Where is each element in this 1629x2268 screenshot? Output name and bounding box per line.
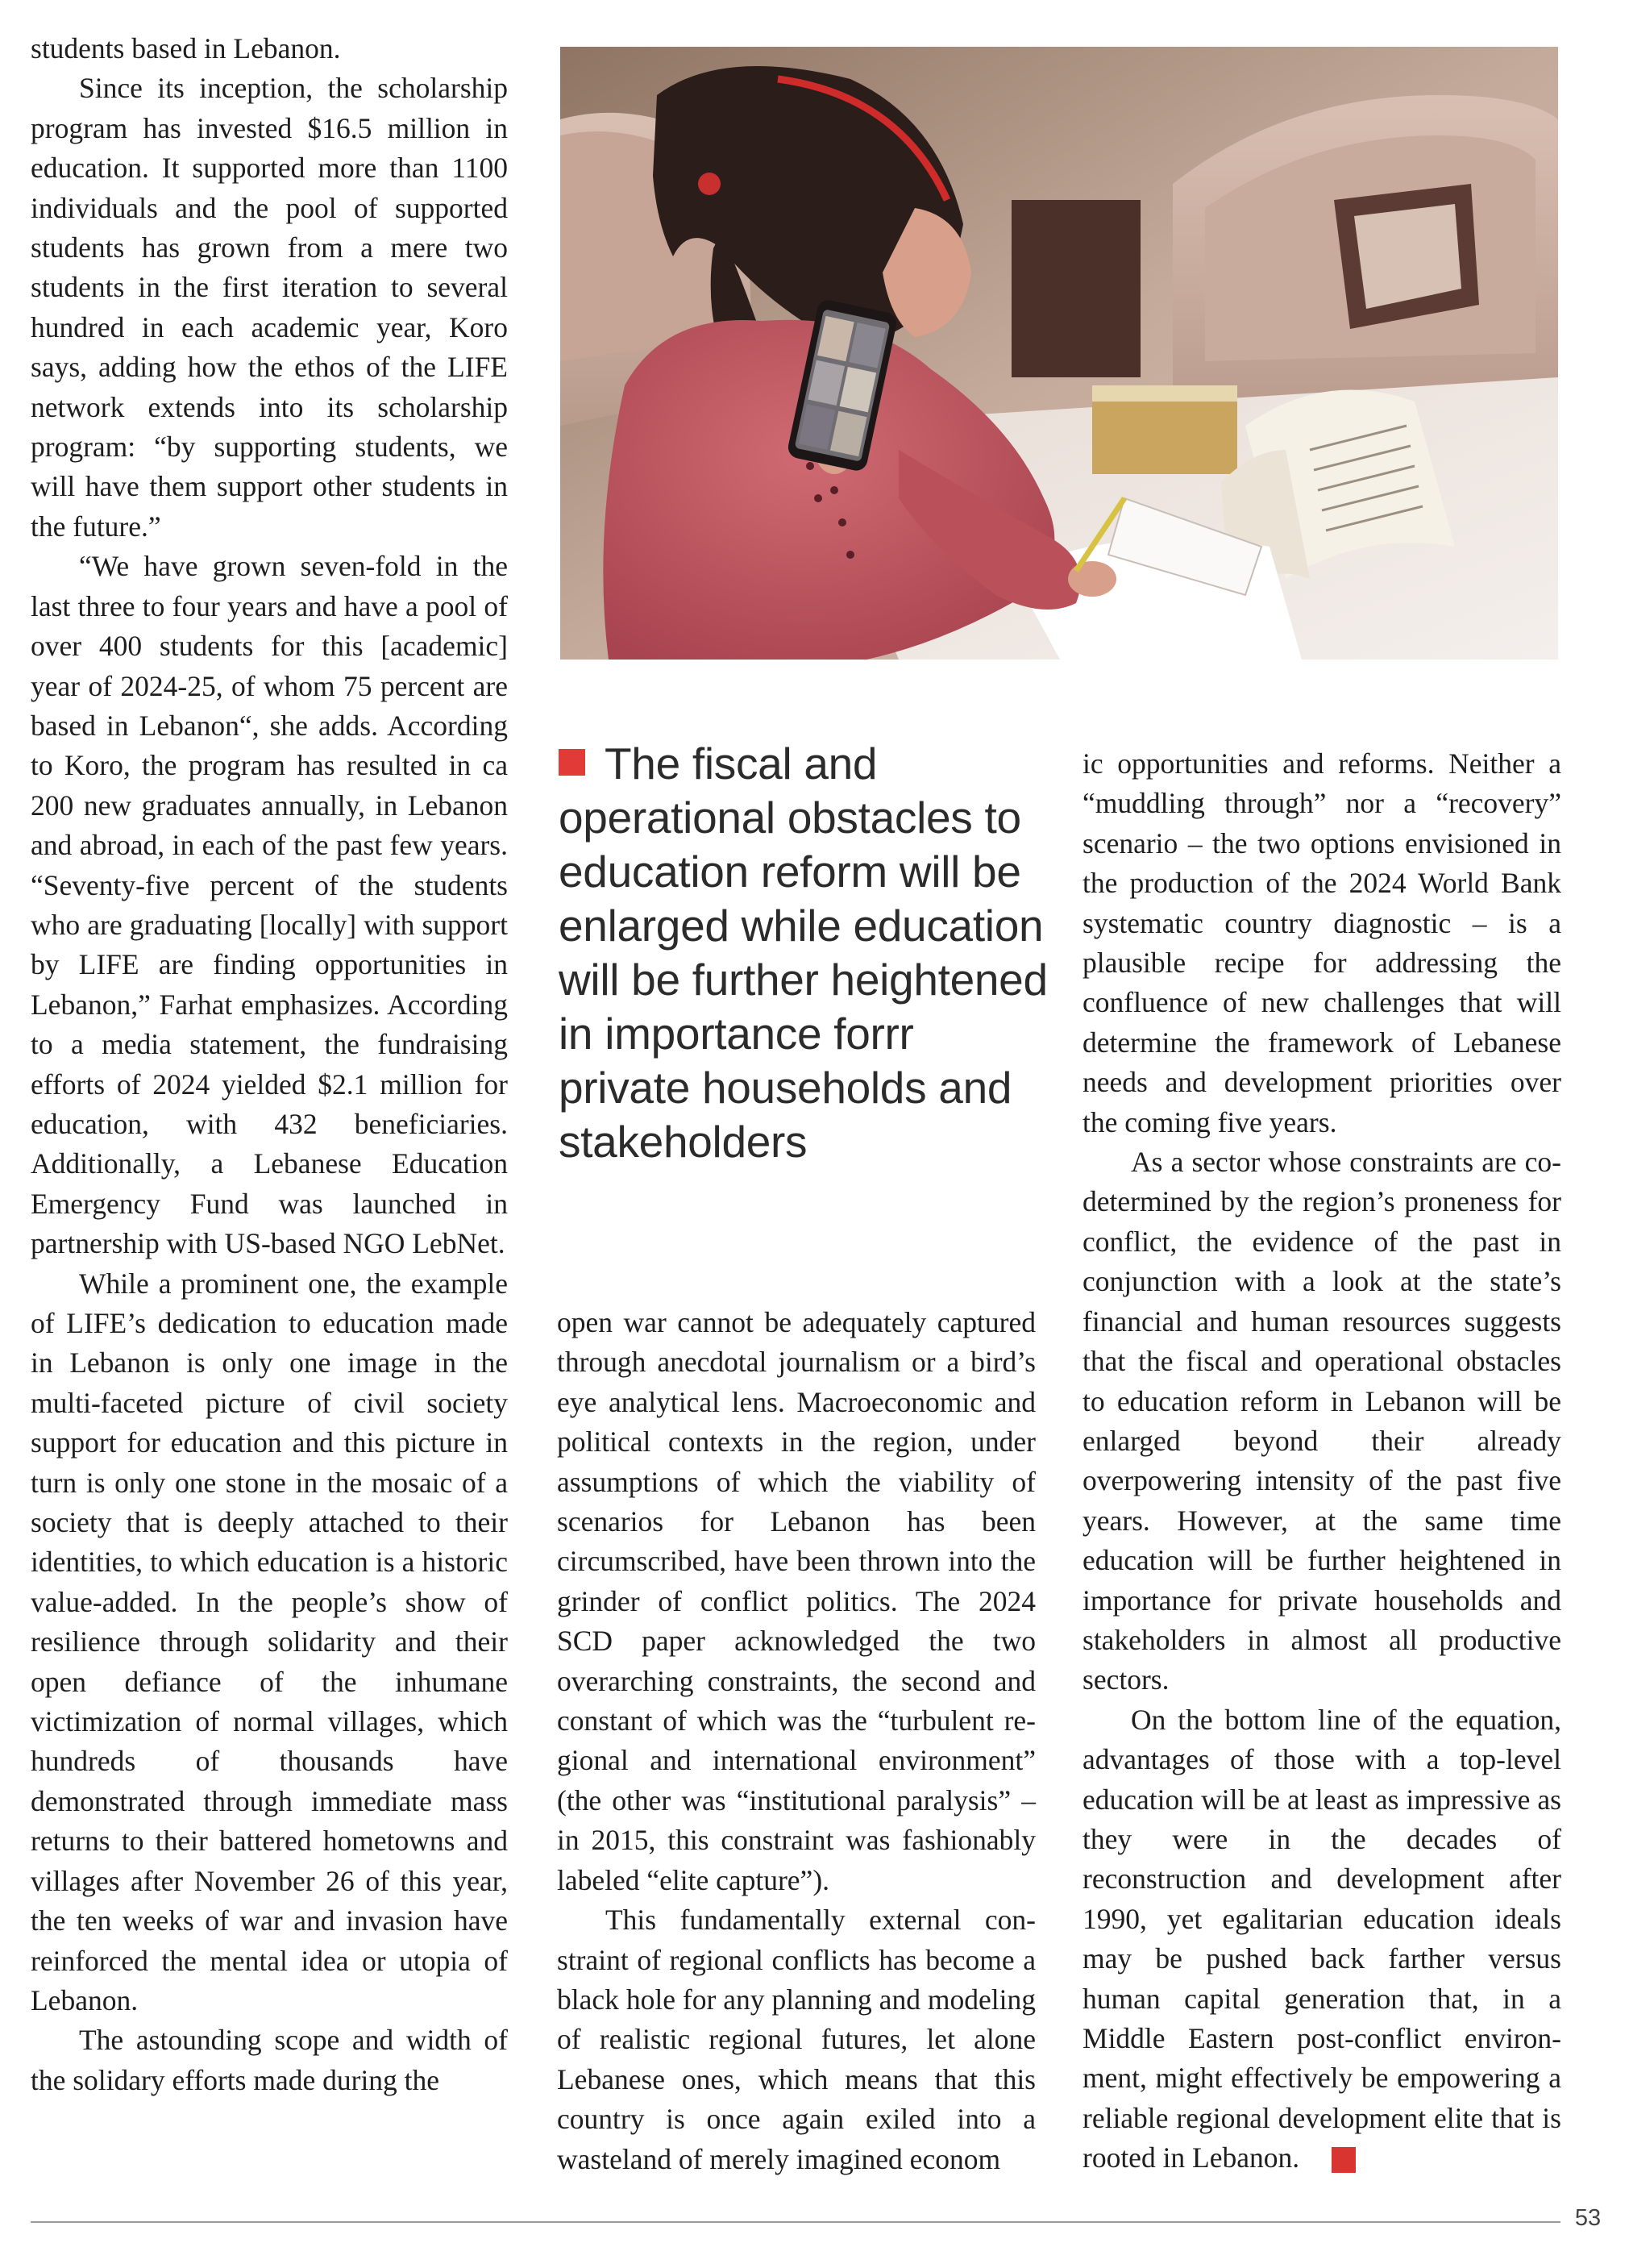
last-paragraph-text: On the bottom line of the equation, advantages of those with a top-level education will be at least as impressive as they were in the decades of reconstruction and development after 1990, yet egalitarian education ideals may be pushed back farther versus human capital generation that, in a Middle Eastern post-conflict environment, might effectively be empowering a reliable regional development elite that is rooted in Lebanon. bbox=[1083, 1703, 1561, 2174]
photo-girl-studying-with-phone bbox=[560, 47, 1558, 660]
paragraph: students based in Lebanon. bbox=[31, 32, 341, 65]
red-square-bullet bbox=[559, 749, 585, 776]
pull-quote-text: The fiscal and operational obstacles to education reform will be enlarged while education will be further heightened in importance forrr private households and stakeholders bbox=[559, 739, 1048, 1167]
article-column-3 bbox=[1083, 744, 1561, 2179]
paragraph bbox=[1083, 1700, 1561, 2179]
pull-quote bbox=[559, 737, 1050, 1169]
article-column-1 bbox=[31, 29, 508, 2100]
paragraph: open war cannot be adequately captured through anecdotal journalism or a bird’s eye analytical lens. Macroeconomic and political contexts in the region, under assumptions of which the viability of scenarios for Lebanon has been circumscribed, have been thrown into the grinder of conflict politics. The 2024 SCD paper acknowledged the two overarching constraints, the second and constant of which was the “turbulent regional and international environment” (the other was “institutional paralysis” – in 2015, this constraint was fashionably labeled “elite capture”). bbox=[557, 1306, 1036, 1896]
article-photo bbox=[560, 47, 1558, 660]
paragraph: Since its inception, the scholarship program has invested $16.5 million in education. It supported more than 1100 individuals and the pool of supported students has grown from a mere two students in the first iteration to several hundred in each academic year, Koro says, adding how the ethos of the LIFE network extends into its scholarship program: “by supporting students, we will have them support other students in the future.” bbox=[31, 72, 508, 543]
paragraph: While a prominent one, the example of LIFE’s dedication to education made in Lebanon is only one image in the multi-faceted picture of civil society support for education and this picture in turn is only one stone in the mosaic of a society that is deeply attached to their identities, to which education is a historic value-added. In the people’s show of resilience through solidarity and their open defiance of the inhumane victimization of normal villages, which hundreds of thousands have demonstrated through immediate mass returns to their battered hometowns and villages after November 26 of this year, the ten weeks of war and invasion have reinforced the mental idea or utopia of Lebanon. bbox=[31, 1267, 508, 2016]
page-number: 53 bbox=[1574, 2205, 1602, 2231]
paragraph: This fundamentally external constraint of regional conflicts has become a black hole for any planning and modeling of realistic regional futures, let alone Lebanese ones, which means that this country is once again exiled into a wasteland of merely imagined econom bbox=[557, 1904, 1036, 2175]
paragraph: As a sector whose constraints are co-determined by the region’s proneness for conflict, the evidence of the past in conjunction with a look at the state’s financial and human resources suggests that the fiscal and operational obstacles to education reform in Lebanon will be enlarged beyond their already overpowering intensity of the past five years. However, at the same time education will be further heightened in importance for private households and stakeholders in almost all productive sectors. bbox=[1083, 1146, 1561, 1696]
footer-rule bbox=[31, 2221, 1560, 2223]
paragraph: ic opportunities and reforms. Neither a “muddling through” nor a “recovery” scenario – the two options envisioned in the production of the 2024 World Bank systematic country diagnostic – is a plausible recipe for addressing the confluence of new challenges that will determine the framework of Lebanese needs and development priorities over the coming five years. bbox=[1083, 747, 1561, 1138]
end-of-article-logo-icon: E bbox=[1332, 2147, 1356, 2173]
paragraph: “We have grown seven-fold in the last three to four years and have a pool of over 400 students for this [academic] year of 2024-25, of whom 75 percent are based in Lebanon“, she adds. According to Koro, the program has resulted in ca 200 new graduates annually, in Lebanon and abroad, in each of the past few years. “Seventy-five percent of the students who are graduating [locally] with support by LIFE are finding opportunities in Lebanon,” Farhat emphasizes. According to a media statement, the fundraising efforts of 2024 yielded $2.1 million for education, with 432 beneficiaries. Additionally, a Lebanese Education Emergency Fund was launched in partnership with US-based NGO LebNet. bbox=[31, 550, 508, 1260]
paragraph: The astounding scope and width of the solidary efforts made during the bbox=[31, 2024, 508, 2096]
article-column-2 bbox=[557, 1303, 1036, 2179]
